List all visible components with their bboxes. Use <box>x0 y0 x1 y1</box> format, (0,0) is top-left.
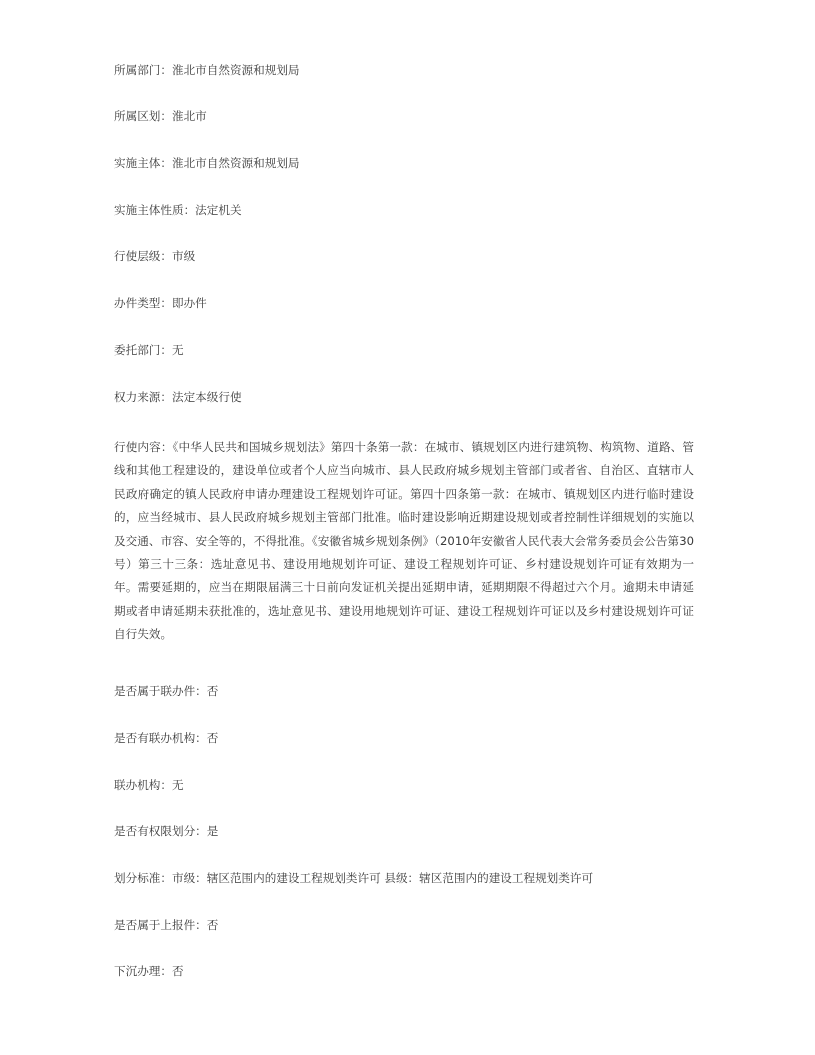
field-reported-case <box>114 917 694 933</box>
field-level <box>114 248 694 264</box>
field-delegated-handling <box>114 963 694 979</box>
field-value: 法定机关 <box>195 203 242 217</box>
field-value: 市级：辖区范围内的建设工程规划类许可 县级：辖区范围内的建设工程规划类许可 <box>171 871 594 885</box>
field-value: 是 <box>206 824 219 838</box>
field-implementing-body <box>114 155 694 171</box>
field-exercise-content <box>114 436 694 647</box>
field-label: 联办机构： <box>114 778 172 792</box>
field-case-type <box>114 295 694 311</box>
field-value: 市级 <box>171 249 196 263</box>
field-label: 下沉办理： <box>114 964 172 978</box>
field-label: 所属区划： <box>114 109 172 123</box>
field-division-standard <box>114 870 694 886</box>
field-power-source <box>114 389 694 405</box>
field-value: 否 <box>206 684 219 698</box>
field-body-nature <box>114 202 694 218</box>
field-has-authority-division <box>114 823 694 839</box>
field-label: 是否有联办机构： <box>114 731 207 745</box>
field-entrusted-department <box>114 342 694 358</box>
field-value: 否 <box>206 918 219 932</box>
field-joint-agency <box>114 777 694 793</box>
field-label: 是否有权限划分： <box>114 824 207 838</box>
field-value: 法定本级行使 <box>171 390 242 404</box>
field-value: 无 <box>171 343 184 357</box>
field-value: 淮北市自然资源和规划局 <box>171 63 300 77</box>
field-has-joint-agency <box>114 730 694 746</box>
field-label: 行使内容： <box>114 440 173 454</box>
field-value: 即办件 <box>171 296 207 310</box>
field-label: 实施主体： <box>114 156 172 170</box>
field-label: 办件类型： <box>114 296 172 310</box>
field-label: 划分标准： <box>114 871 172 885</box>
field-value: 否 <box>171 964 184 978</box>
field-label: 委托部门： <box>114 343 172 357</box>
field-value: 否 <box>206 731 219 745</box>
field-label: 是否属于上报件： <box>114 918 207 932</box>
field-value: 《中华人民共和国城乡规划法》第四十条第一款：在城市、镇规划区内进行建筑物、构筑物、道路、管线和其他工程建设的，建设单位或者个人应当向城市、县人民政府城乡规划主管部门或者省、自治区、直辖市人民政府确定的镇人民政府申请办理建设工程规划许可证。第四十四条第一款：在城市、镇规划区内进行临时建设的，应当经城市、县人民政府城乡规划主管部门批准。临时建设影响近期建设规划或者控制性详细规划的实施以及交通、市容、安全等的，不得批准。《安徽省城乡规划条例》（2010年安徽省人民代表大会常务委员会公告第30号）第三十三条：选址意见书、建设用地规划许可证、建设工程规划许可证、乡村建设规划许可证有效期为一年。需要延期的，应当在期限届满三十日前向发证机关提出延期申请，延期期限不得超过六个月。逾期未申请延期或者申请延期未获批准的，选址意见书、建设用地规划许可证、建设工程规划许可证以及乡村建设规划许可证自行失效。 <box>114 440 694 642</box>
field-label: 行使层级： <box>114 249 172 263</box>
field-label: 权力来源： <box>114 390 172 404</box>
field-value: 无 <box>171 778 184 792</box>
field-value: 淮北市自然资源和规划局 <box>171 156 300 170</box>
field-region <box>114 108 694 124</box>
field-label: 实施主体性质： <box>114 203 196 217</box>
field-label: 是否属于联办件： <box>114 684 207 698</box>
field-joint-case <box>114 683 694 699</box>
field-value: 淮北市 <box>171 109 207 123</box>
field-department <box>114 62 694 78</box>
field-label: 所属部门： <box>114 63 172 77</box>
